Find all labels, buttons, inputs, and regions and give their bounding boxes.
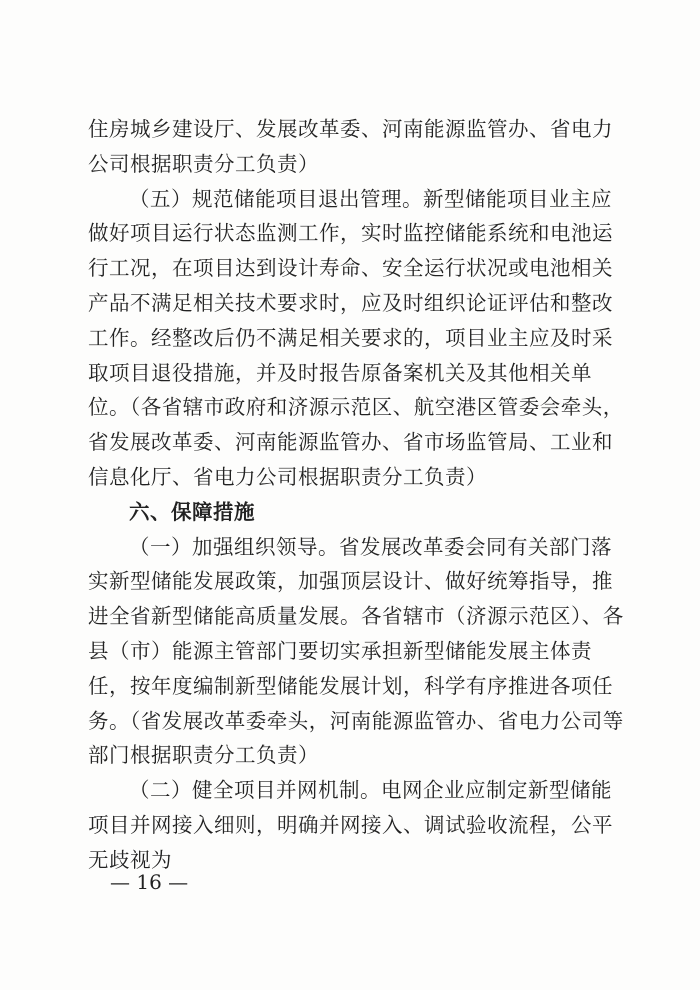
paragraph-continuation: 住房城乡建设厅、发展改革委、河南能源监管办、省电力公司根据职责分工负责） <box>88 117 613 176</box>
paragraph-section-6-1: （一）加强组织领导。省发展改革委会同有关部门落实新型储能发展政策，加强顶层设计、做好统筹指导，推进全省新型储能高质量发展。各省辖市（济源示范区）、各县（市）能源主管部门要切实承担新型储能发展主体责任，按年度编制新型储能发展计划，科学有序推进各项任务。（省发展改革委牵头，河南能源监管办、省电力公司等部门根据职责分工负责） <box>88 534 624 768</box>
document-body <box>88 112 628 878</box>
paragraph-section-6-2: （二）健全项目并网机制。电网企业应制定新型储能项目并网接入细则，明确并网接入、调试验收流程，公平无歧视为 <box>88 778 613 872</box>
section-heading-6: 六、保障措施 <box>129 499 255 524</box>
paragraph-section-5: （五）规范储能项目退出管理。新型储能项目业主应做好项目运行状态监测工作，实时监控储能系统和电池运行工况，在项目达到设计寿命、安全运行状况或电池相关产品不满足相关技术要求时，应及时组织论证评估和整改工作。经整改后仍不满足相关要求的，项目业主应及时采取项目退役措施，并及时报告原备案机关及其他相关单位。（各省辖市政府和济源示范区、航空港区管委会牵头，省发展改革委、河南能源监管办、省市场监管局、工业和信息化厅、省电力公司根据职责分工负责） <box>88 186 624 489</box>
page-number: — 16 — <box>110 870 189 894</box>
